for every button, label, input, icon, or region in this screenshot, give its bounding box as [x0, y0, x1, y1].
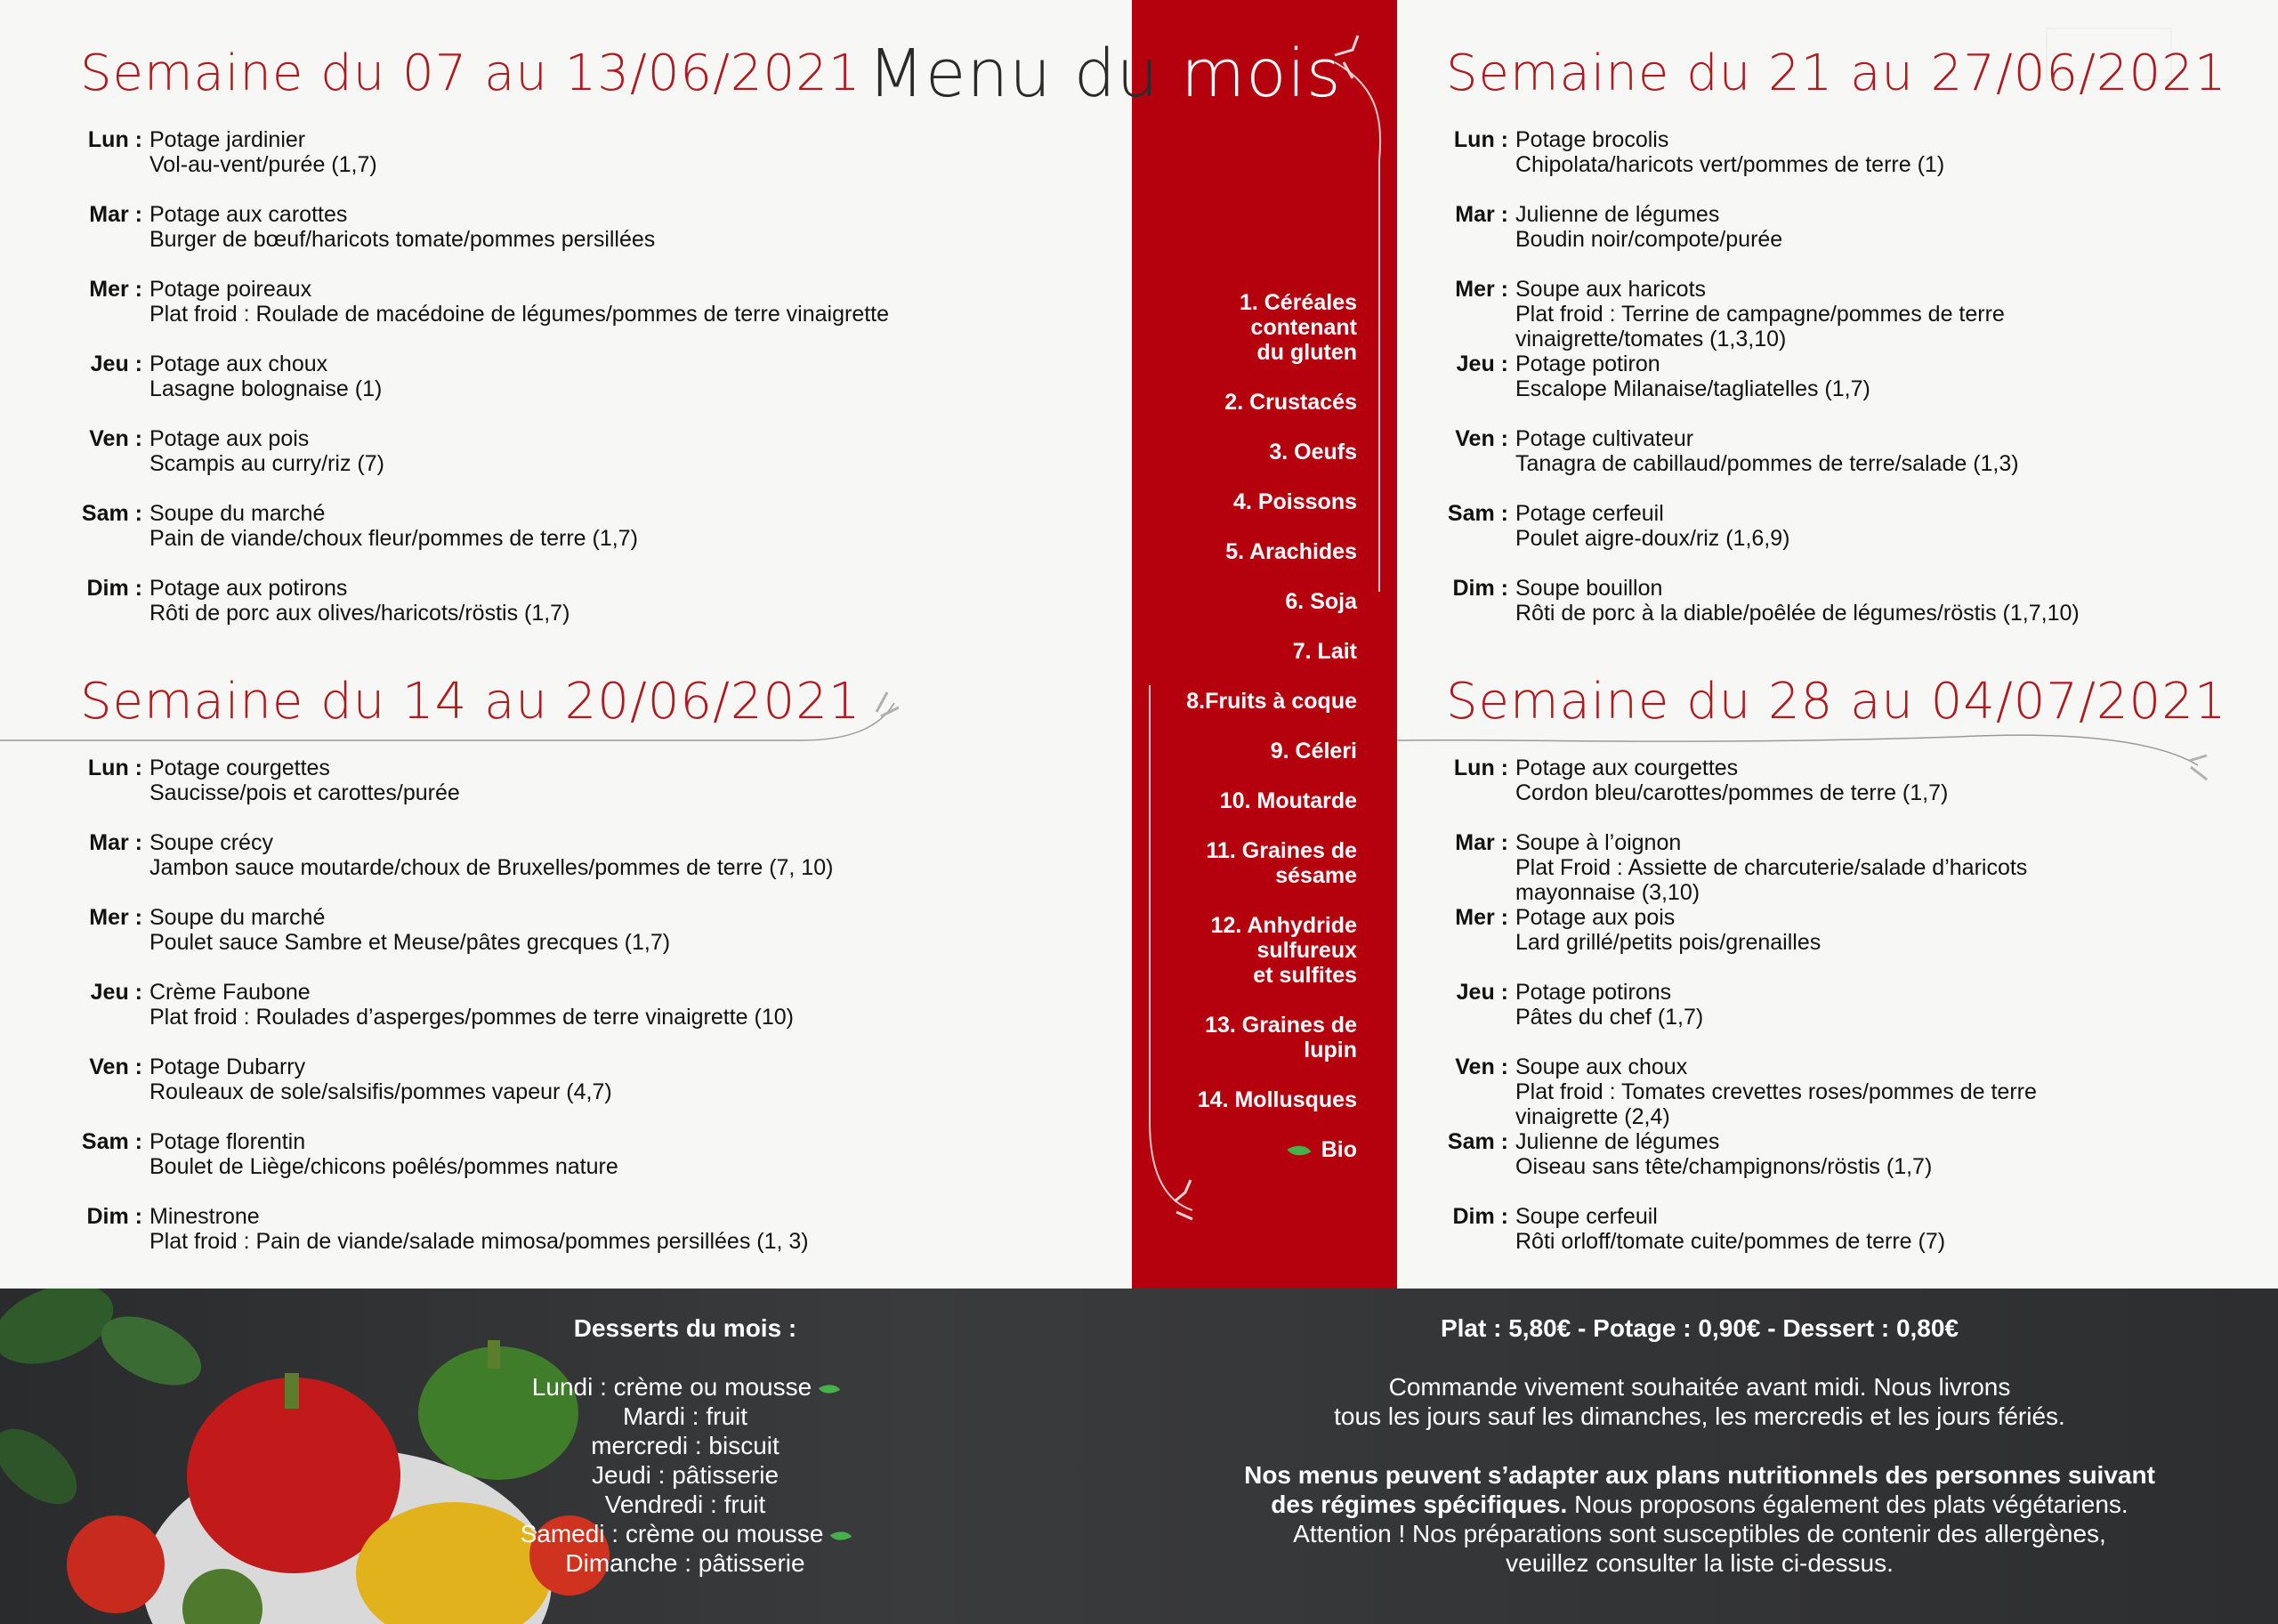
soup-line: Potage potirons: [1515, 980, 1672, 1005]
allergen-item: [1148, 639, 1357, 664]
dessert-line: [463, 1431, 908, 1460]
menu-day: [80, 1054, 860, 1104]
day-dishes: [149, 277, 889, 327]
week-days: [80, 127, 889, 626]
soup-line: Potage Dubarry: [149, 1054, 306, 1079]
week-4: [1446, 673, 2226, 1279]
allergen-item: [1148, 1013, 1357, 1062]
soup-line: Minestrone: [149, 1204, 260, 1229]
menu-day: [80, 202, 889, 252]
day-dishes: [1515, 830, 2226, 905]
week-days: [1446, 755, 2226, 1254]
dish-line: Boudin noir/compote/purée: [1515, 227, 1783, 252]
dish-line: Poulet aigre-doux/riz (1,6,9): [1515, 526, 1790, 551]
day-dishes: [149, 351, 889, 401]
dessert-text: Mardi : fruit: [622, 1402, 748, 1430]
allergen-line: 11. Graines de: [1206, 838, 1357, 863]
day-label: Ven :: [1455, 1054, 1508, 1079]
day-dishes: [149, 202, 889, 252]
nutrition-line-1: Nos menus peuvent s’adapter aux plans nutritionnels des personnes suivant: [1244, 1461, 2155, 1489]
day-dishes: [1515, 1204, 2226, 1254]
day-dishes: [1515, 127, 2226, 177]
day-label: Mar :: [89, 202, 142, 227]
menu-day: [80, 905, 860, 955]
day-dishes: [1515, 501, 2226, 551]
day-label: Lun :: [87, 127, 142, 152]
dessert-line: [463, 1402, 908, 1431]
day-label: Sam :: [81, 501, 142, 526]
dish-line: Poulet sauce Sambre et Meuse/pâtes grecques (1,7): [149, 930, 671, 955]
dish-line: Jambon sauce moutarde/choux de Bruxelles/pommes de terre (7, 10): [149, 855, 834, 880]
menu-day: [1446, 1204, 2226, 1254]
menu-day: [1446, 576, 2226, 626]
flourish-left: [876, 692, 899, 716]
menu-day: [1446, 1054, 2226, 1129]
day-dishes: [1515, 905, 2226, 955]
dish-line: Lard grillé/petits pois/grenailles: [1515, 930, 1822, 955]
day-dishes: [149, 905, 860, 955]
spinach-leaf: [0, 1415, 90, 1519]
menu-day: [1446, 1129, 2226, 1179]
day-label: Jeu :: [1456, 351, 1508, 376]
day-dishes: [1515, 277, 2226, 351]
menu-day: [80, 1129, 860, 1179]
allergen-line: 8.Fruits à coque: [1186, 689, 1357, 714]
allergen-item: [1148, 290, 1357, 365]
day-label: Mer :: [89, 905, 142, 930]
desserts-block: [463, 1313, 908, 1578]
dessert-text: mercredi : biscuit: [591, 1432, 780, 1459]
dish-line: Rôti de porc aux olives/haricots/röstis (1,7): [149, 601, 570, 626]
day-label: Ven :: [1455, 426, 1508, 451]
info-block: [1192, 1313, 2207, 1578]
allergen-item: [1148, 689, 1357, 714]
dish-line: Plat froid : Roulades d’asperges/pommes de terre vinaigrette (10): [149, 1005, 794, 1030]
dish-line: Pâtes du chef (1,7): [1515, 1005, 1704, 1030]
soup-line: Potage jardinier: [149, 127, 306, 152]
day-label: Dim :: [1452, 1204, 1508, 1229]
menu-day: [80, 980, 860, 1030]
day-dishes: [149, 1129, 860, 1179]
day-dishes: [1515, 351, 2226, 401]
day-label: Mer :: [1455, 905, 1508, 930]
soup-line: Potage aux pois: [149, 426, 310, 451]
allergen-item: [1148, 1087, 1357, 1112]
week-title: Semaine du 28 au 04/07/2021: [1446, 673, 2227, 731]
desserts-title: Desserts du mois :: [573, 1314, 797, 1342]
menu-day: [1446, 426, 2226, 476]
day-label: Dim :: [86, 1204, 142, 1229]
allergen-line: 10. Moutarde: [1219, 788, 1357, 813]
dish-line: Vol-au-vent/purée (1,7): [149, 152, 377, 177]
soup-line: Potage poireaux: [149, 277, 312, 302]
dish-line: Plat froid : Tomates crevettes roses/pommes de terre: [1515, 1079, 2037, 1104]
day-label: Ven :: [89, 1054, 142, 1079]
dish-line: Plat Froid : Assiette de charcuterie/salade d’haricots: [1515, 855, 2028, 880]
day-label: Sam :: [81, 1129, 142, 1154]
dessert-line: [463, 1519, 908, 1548]
dish-line: Plat froid : Pain de viande/salade mimosa/pommes persillées (1, 3): [149, 1229, 809, 1254]
bio-label: Bio: [1321, 1137, 1357, 1162]
menu-day: [1446, 351, 2226, 401]
day-dishes: [149, 426, 889, 476]
day-dishes: [1515, 1054, 2226, 1129]
soup-line: Potage florentin: [149, 1129, 306, 1154]
order-line-1: Commande vivement souhaitée avant midi. Nous livrons: [1388, 1373, 2011, 1401]
allergen-warning: Attention ! Nos préparations sont susceptibles de contenir des allergènes,: [1293, 1520, 2106, 1547]
allergen-line: sulfureux: [1256, 938, 1357, 963]
soup-line: Potage aux choux: [149, 351, 328, 376]
dessert-text: Samedi : crème ou mousse: [520, 1520, 824, 1547]
allergen-line: 3. Oeufs: [1269, 440, 1357, 465]
soup-line: Potage aux carottes: [149, 202, 348, 227]
dish-line: Oiseau sans tête/champignons/röstis (1,7): [1515, 1154, 1933, 1179]
menu-day: [80, 501, 889, 551]
week-days: [80, 755, 860, 1254]
day-label: Sam :: [1447, 501, 1508, 526]
soup-line: Julienne de légumes: [1515, 1129, 1720, 1154]
menu-day: [80, 426, 889, 476]
footer: [0, 1289, 2278, 1624]
menu-day: [1446, 202, 2226, 252]
tomato: [67, 1515, 165, 1613]
pepper-stem: [285, 1373, 299, 1409]
soup-line: Potage potiron: [1515, 351, 1660, 376]
title-part-1: Menu du: [868, 36, 1159, 112]
leaf-icon: [1287, 1140, 1311, 1162]
day-label: Mar :: [89, 830, 142, 855]
soup-line: Soupe crécy: [149, 830, 273, 855]
soup-line: Soupe du marché: [149, 501, 326, 526]
dessert-text: Lundi : crème ou mousse: [531, 1373, 812, 1401]
allergen-line: contenant: [1250, 315, 1357, 340]
dish-line: mayonnaise (3,10): [1515, 880, 1700, 905]
allergen-item: [1148, 788, 1357, 813]
dish-line: vinaigrette/tomates (1,3,10): [1515, 327, 1787, 351]
day-label: Ven :: [89, 426, 142, 451]
soup-line: Soupe à l’oignon: [1515, 830, 1682, 855]
soup-line: Potage aux pois: [1515, 905, 1676, 930]
allergen-line: 4. Poissons: [1233, 489, 1357, 514]
menu-day: [80, 1204, 860, 1254]
order-line-2: tous les jours sauf les dimanches, les mercredis et les jours fériés.: [1334, 1402, 2065, 1430]
dessert-line: [463, 1548, 908, 1578]
dessert-line: [463, 1490, 908, 1519]
menu-day: [1446, 980, 2226, 1030]
nutrition-bold: des régimes spécifiques.: [1271, 1491, 1568, 1518]
dessert-line: [463, 1372, 908, 1402]
day-dishes: [1515, 980, 2226, 1030]
menu-day: [1446, 127, 2226, 177]
dish-line: Burger de bœuf/haricots tomate/pommes persillées: [149, 227, 656, 252]
menu-day: [80, 576, 889, 626]
allergen-item: [1148, 913, 1357, 988]
day-dishes: [1515, 1129, 2226, 1179]
allergen-list: [1148, 290, 1357, 1187]
menu-day: [80, 351, 889, 401]
week-1: [80, 44, 889, 650]
dish-line: vinaigrette (2,4): [1515, 1104, 1670, 1129]
week-title: Semaine du 21 au 27/06/2021: [1446, 44, 2227, 102]
dish-line: Rôti orloff/tomate cuite/pommes de terre (7): [1515, 1229, 1946, 1254]
soup-line: Soupe aux haricots: [1515, 277, 1707, 302]
day-dishes: [149, 501, 889, 551]
vegetarian-text: Nous proposons également des plats végétariens.: [1567, 1491, 2129, 1518]
day-label: Lun :: [1453, 755, 1508, 780]
day-label: Mer :: [1455, 277, 1508, 302]
menu-day: [1446, 830, 2226, 905]
menu-day: [80, 755, 860, 805]
day-label: Sam :: [1447, 1129, 1508, 1154]
day-label: Dim :: [1452, 576, 1508, 601]
dessert-line: [463, 1460, 908, 1490]
dish-line: Lasagne bolognaise (1): [149, 376, 383, 401]
day-label: Lun :: [1453, 127, 1508, 152]
dish-line: Chipolata/haricots vert/pommes de terre (1): [1515, 152, 1945, 177]
dish-line: Plat froid : Terrine de campagne/pommes de terre: [1515, 302, 2005, 327]
day-label: Mer :: [89, 277, 142, 302]
day-label: Jeu :: [90, 351, 142, 376]
day-dishes: [149, 755, 860, 805]
day-label: Lun :: [87, 755, 142, 780]
day-dishes: [1515, 202, 2226, 252]
prices: Plat : 5,80€ - Potage : 0,90€ - Dessert : 0,80€: [1440, 1314, 1959, 1342]
menu-day: [80, 277, 889, 327]
dish-line: Scampis au curry/riz (7): [149, 451, 384, 476]
soup-line: Crème Faubone: [149, 980, 311, 1005]
day-dishes: [149, 576, 889, 626]
allergen-line: 12. Anhydride: [1210, 913, 1357, 938]
allergen-line: 7. Lait: [1292, 639, 1357, 664]
day-dishes: [1515, 426, 2226, 476]
soup-line: Soupe aux choux: [1515, 1054, 1688, 1079]
soup-line: Soupe cerfeuil: [1515, 1204, 1658, 1229]
title-part-2: mois: [1181, 36, 1342, 112]
allergen-line: 5. Arachides: [1225, 539, 1357, 564]
menu-day: [1446, 905, 2226, 955]
soup-line: Julienne de légumes: [1515, 202, 1720, 227]
week-title: Semaine du 14 au 20/06/2021: [80, 673, 861, 731]
allergen-line: sésame: [1275, 863, 1357, 888]
allergen-line: 13. Graines de: [1205, 1013, 1357, 1038]
bio-legend: [1148, 1137, 1357, 1162]
soup-line: Potage aux courgettes: [1515, 755, 1739, 780]
allergen-item: [1148, 589, 1357, 614]
dessert-text: Vendredi : fruit: [604, 1491, 766, 1518]
allergen-line: 9. Céleri: [1270, 739, 1357, 764]
page-title: [868, 36, 1342, 112]
allergen-item: [1148, 440, 1357, 465]
day-label: Dim :: [86, 576, 142, 601]
dessert-text: Dimanche : pâtisserie: [565, 1549, 805, 1577]
allergen-line: 14. Mollusques: [1197, 1087, 1357, 1112]
dish-line: Tanagra de cabillaud/pommes de terre/salade (1,3): [1515, 451, 2019, 476]
soup-line: Potage brocolis: [1515, 127, 1669, 152]
allergen-item: [1148, 838, 1357, 888]
menu-day: [1446, 755, 2226, 805]
day-label: Mar :: [1455, 202, 1508, 227]
week-title: Semaine du 07 au 13/06/2021: [80, 44, 861, 102]
dish-line: Saucisse/pois et carottes/purée: [149, 780, 460, 805]
soup-line: Potage courgettes: [149, 755, 330, 780]
menu-day: [80, 830, 860, 880]
week-3: [1446, 44, 2226, 650]
allergen-line: et sulfites: [1253, 963, 1357, 988]
menu-day: [80, 127, 889, 177]
allergen-line: du gluten: [1256, 340, 1357, 365]
soup-line: Soupe bouillon: [1515, 576, 1663, 601]
dish-line: Plat froid : Roulade de macédoine de légumes/pommes de terre vinaigrette: [149, 302, 890, 327]
dish-line: Boulet de Liège/chicons poêlés/pommes nature: [149, 1154, 618, 1179]
day-dishes: [1515, 755, 2226, 805]
day-dishes: [149, 1054, 860, 1104]
dish-line: Cordon bleu/carottes/pommes de terre (1,7): [1515, 780, 1949, 805]
week-days: [1446, 127, 2226, 626]
dish-line: Rôti de porc à la diable/poêlée de légumes/röstis (1,7,10): [1515, 601, 2080, 626]
day-label: Jeu :: [90, 980, 142, 1005]
allergen-item: [1148, 739, 1357, 764]
leaf-icon: [819, 1379, 840, 1399]
soup-line: Potage cerfeuil: [1515, 501, 1664, 526]
dessert-text: Jeudi : pâtisserie: [591, 1461, 780, 1489]
allergen-item: [1148, 390, 1357, 415]
day-dishes: [149, 830, 860, 880]
allergen-item: [1148, 489, 1357, 514]
allergen-item: [1148, 539, 1357, 564]
allergen-line: 1. Céréales: [1239, 290, 1357, 315]
day-dishes: [149, 980, 860, 1030]
nutrition-line-2: [1192, 1490, 2207, 1519]
dish-line: Rouleaux de sole/salsifis/pommes vapeur (4,7): [149, 1079, 612, 1104]
leaf-icon: [830, 1526, 852, 1546]
day-dishes: [149, 127, 889, 177]
allergen-line: lupin: [1304, 1038, 1357, 1062]
dish-line: Pain de viande/choux fleur/pommes de terre (1,7): [149, 526, 638, 551]
day-label: Mar :: [1455, 830, 1508, 855]
soup-line: Potage cultivateur: [1515, 426, 1694, 451]
allergen-warning-2: veuillez consulter la liste ci-dessus.: [1506, 1549, 1894, 1577]
week-2: [80, 673, 860, 1279]
soup-line: Soupe du marché: [149, 905, 326, 930]
dish-line: Escalope Milanaise/tagliatelles (1,7): [1515, 376, 1870, 401]
soup-line: Potage aux potirons: [149, 576, 348, 601]
menu-day: [1446, 501, 2226, 551]
day-dishes: [1515, 576, 2226, 626]
menu-day: [1446, 277, 2226, 351]
day-dishes: [149, 1204, 860, 1254]
allergen-line: 6. Soja: [1285, 589, 1357, 614]
day-label: Jeu :: [1456, 980, 1508, 1005]
allergen-line: 2. Crustacés: [1224, 390, 1357, 415]
